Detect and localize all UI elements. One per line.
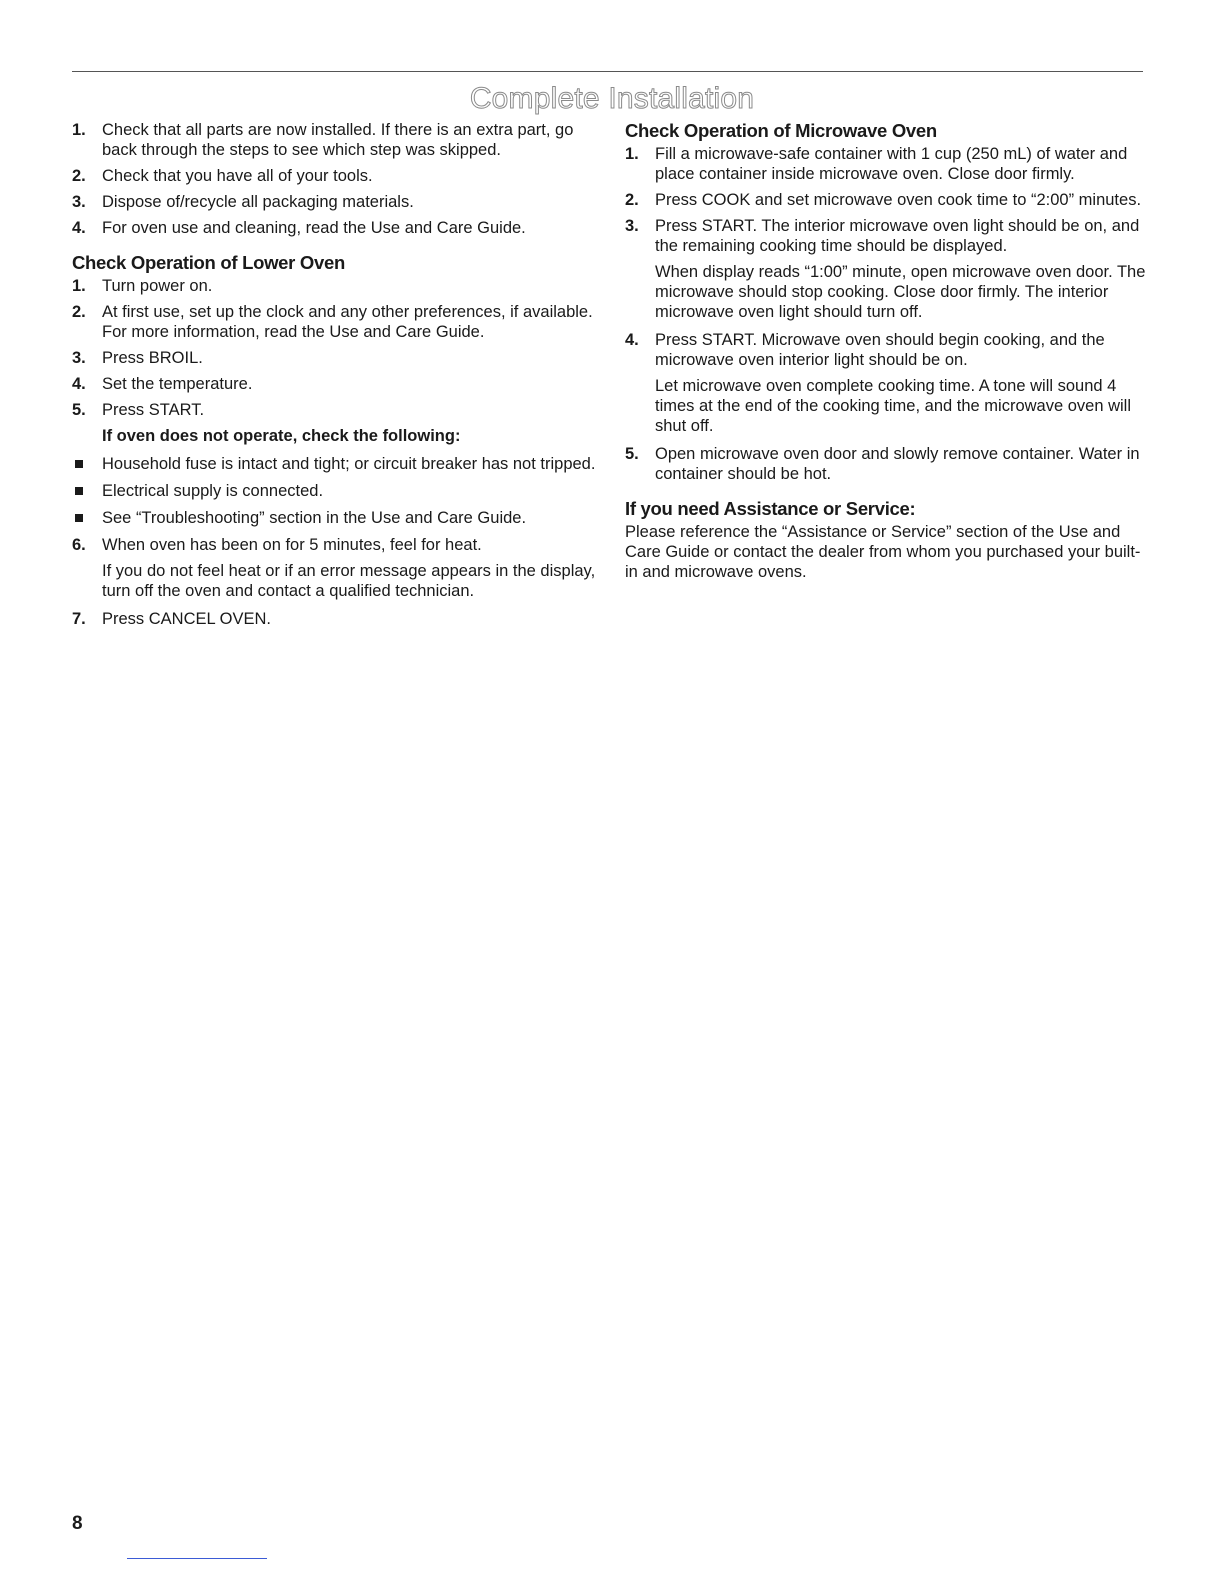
step-number: 3.	[72, 193, 86, 211]
step-number: 3.	[72, 349, 86, 367]
step-text: Set the temperature.	[102, 375, 253, 393]
lower-oven-heading: Check Operation of Lower Oven	[72, 252, 345, 273]
step-number: 6.	[72, 536, 86, 554]
left-column	[72, 120, 597, 635]
page-number: 8	[72, 1513, 83, 1534]
step-text: Press BROIL.	[102, 349, 203, 367]
page-title: Complete Installation	[469, 82, 755, 115]
list-item	[625, 330, 1150, 436]
bullet-square-icon	[75, 514, 83, 522]
list-item	[72, 609, 597, 629]
microwave-steps-list	[625, 144, 1150, 484]
list-item	[625, 190, 1150, 210]
list-item	[625, 144, 1150, 184]
step-text: Press START.	[102, 401, 205, 419]
step-text: Press CANCEL OVEN.	[102, 610, 272, 628]
step-text: Fill a microwave-safe container with 1 cup (250 mL) of water and place container inside microwave oven. Close door firmly.	[655, 145, 1128, 183]
step-number: 1.	[625, 145, 639, 163]
step-extra-text: If you do not feel heat or if an error message appears in the display, turn off the oven and contact a qualified technician.	[102, 562, 596, 600]
assistance-heading: If you need Assistance or Service:	[625, 498, 916, 519]
list-item	[72, 400, 597, 528]
step-text: At first use, set up the clock and any other preferences, if available. For more information, read the Use and Care Guide.	[102, 303, 593, 341]
check-text: Electrical supply is connected.	[102, 482, 324, 500]
check-text: See “Troubleshooting” section in the Use and Care Guide.	[102, 509, 527, 527]
list-item	[72, 302, 597, 342]
step-extra-text: Let microwave oven complete cooking time. A tone will sound 4 times at the end of the cooking time, and the microwave oven will shut off.	[655, 377, 1131, 435]
list-item	[72, 276, 597, 296]
step-number: 7.	[72, 610, 86, 628]
check-following-heading: If oven does not operate, check the following:	[102, 427, 461, 445]
step-text: Press COOK and set microwave oven cook time to “2:00” minutes.	[655, 191, 1142, 209]
list-item	[72, 120, 597, 160]
step-text: When oven has been on for 5 minutes, feel for heat.	[102, 536, 482, 554]
check-text: Household fuse is intact and tight; or circuit breaker has not tripped.	[102, 455, 596, 473]
step-text: Check that all parts are now installed. If there is an extra part, go back through the steps to see which step was skipped.	[102, 121, 574, 159]
step-number: 2.	[72, 303, 86, 321]
list-item	[72, 192, 597, 212]
step-number: 4.	[72, 375, 86, 393]
step-text: Check that you have all of your tools.	[102, 167, 373, 185]
list-item	[72, 535, 597, 601]
intro-steps-list	[72, 120, 597, 238]
lower-oven-steps-list	[72, 276, 597, 629]
list-item	[72, 166, 597, 186]
step-text: Open microwave oven door and slowly remove container. Water in container should be hot.	[655, 445, 1140, 483]
list-item	[72, 508, 597, 528]
step-text: For oven use and cleaning, read the Use and Care Guide.	[102, 219, 526, 237]
step-number: 5.	[625, 445, 639, 463]
list-item	[72, 218, 597, 238]
step-number: 2.	[625, 191, 639, 209]
step-number: 4.	[72, 219, 86, 237]
step-number: 3.	[625, 217, 639, 235]
step-text: Turn power on.	[102, 277, 213, 295]
step-number: 5.	[72, 401, 86, 419]
microwave-heading: Check Operation of Microwave Oven	[625, 120, 937, 141]
step-number: 4.	[625, 331, 639, 349]
step-extra-text: When display reads “1:00” minute, open microwave oven door. The microwave should stop cooking. Close door firmly. The interior microwave oven light should turn off.	[655, 263, 1146, 321]
list-item	[625, 444, 1150, 484]
step-text: Press START. Microwave oven should begin cooking, and the microwave oven interior light should be on.	[655, 331, 1105, 369]
step-text: Dispose of/recycle all packaging materials.	[102, 193, 414, 211]
list-item	[72, 454, 597, 474]
list-item	[72, 481, 597, 501]
list-item	[72, 374, 597, 394]
footer-link-line	[127, 1558, 267, 1559]
step-text: Press START. The interior microwave oven light should be on, and the remaining cooking time should be displayed.	[655, 217, 1140, 255]
bullet-square-icon	[75, 487, 83, 495]
bullet-square-icon	[75, 460, 83, 468]
list-item	[625, 216, 1150, 322]
step-number: 2.	[72, 167, 86, 185]
list-item	[72, 348, 597, 368]
right-column	[625, 120, 1150, 582]
assistance-text: Please reference the “Assistance or Service” section of the Use and Care Guide or contact the dealer from whom you purchased your built-in and microwave ovens.	[625, 523, 1141, 581]
step-number: 1.	[72, 277, 86, 295]
step-number: 1.	[72, 121, 86, 139]
checks-list	[72, 454, 597, 528]
top-rule	[72, 71, 1143, 72]
